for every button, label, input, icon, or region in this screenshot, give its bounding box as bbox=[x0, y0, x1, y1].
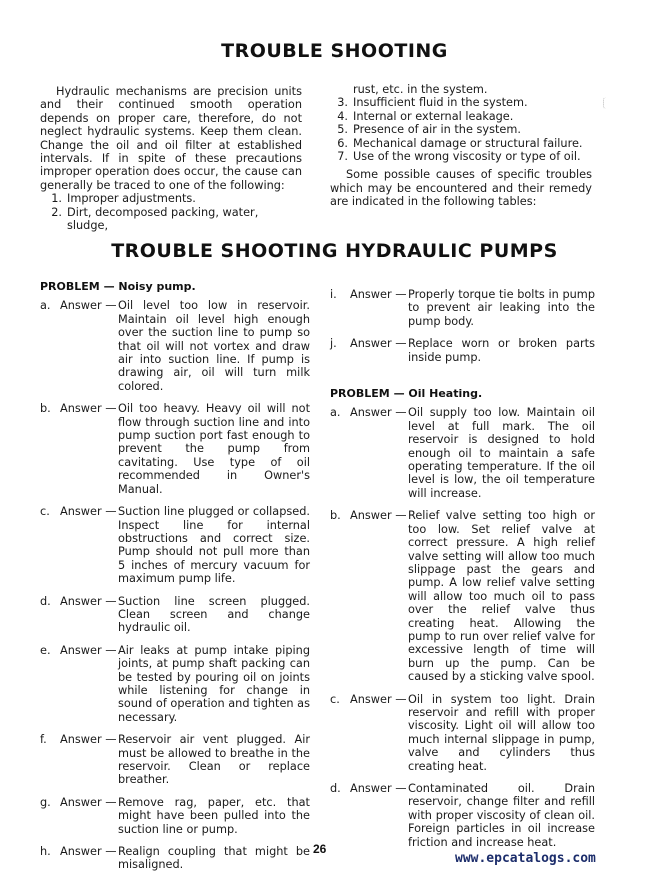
cause-text: Dirt, decomposed packing, water, sludge, bbox=[67, 205, 259, 233]
answer-text: Relief valve setting too high or too low. Set relief valve at correct pressure. A high relief valve setting will allow too much slippage past the gears and pump. A low relief valve setting will allow too much oil to pass over the relief valve thus creating heat. Allowing the pump to run over relief valve for excessive length of time will burn up the pump. Can be caused by a sticking valve spool. bbox=[408, 509, 595, 684]
watermark-link[interactable]: www.epcatalogs.com bbox=[455, 851, 596, 866]
answer-label: Answer — bbox=[350, 288, 407, 301]
answer-text: Oil in system too light. Drain reservoir and refill with proper viscosity. Light oil will allow too much internal slippage in pump, valve and cylinders thus creating heat. bbox=[408, 692, 595, 773]
answer-text: Oil level too low in reservoir. Maintain oil level high enough over the suction line to pump so that oil will not vortex and draw air into suction line. If pump is drawing air, oil will turn milk colored. bbox=[118, 299, 310, 393]
answer-item bbox=[330, 337, 595, 364]
answer-letter: j. bbox=[330, 337, 337, 351]
cause-number bbox=[332, 83, 348, 96]
problem-heading-noisy-pump: PROBLEM — Noisy pump. bbox=[40, 280, 196, 293]
answer-label: Answer — bbox=[350, 337, 407, 351]
answer-item bbox=[330, 288, 595, 328]
cause-number: 1. bbox=[51, 192, 62, 206]
cause-number: 3. bbox=[337, 96, 348, 110]
cause-text: Insufficient fluid in the system. bbox=[353, 96, 528, 110]
main-left-column bbox=[40, 280, 310, 881]
answer-letter: a. bbox=[330, 406, 341, 420]
answer-letter: e. bbox=[40, 643, 51, 657]
intro-paragraph: Hydraulic mechanisms are precision units and their continued smooth operation depends on proper care, therefore, do not neglect hydraulic systems. Keep them clean. Change the oil and oil filter at established intervals. If in spite of these precautions improper operation does occur, the cause can generally be traced to one of the following: bbox=[40, 85, 302, 192]
cause-number: 7. bbox=[337, 150, 348, 164]
answer-label: Answer — bbox=[350, 406, 407, 420]
answer-text: Contaminated oil. Drain reservoir, change filter and refill with proper viscosity of clean oil. Foreign particles in oil increase friction and increase heat. bbox=[408, 782, 595, 849]
section-title: TROUBLE SHOOTING HYDRAULIC PUMPS bbox=[111, 240, 558, 262]
answer-letter: h. bbox=[40, 845, 51, 859]
answer-label: Answer — bbox=[60, 299, 117, 313]
cause-text: rust, etc. in the system. bbox=[353, 83, 488, 96]
answer-label: Answer — bbox=[60, 733, 117, 747]
answer-item bbox=[40, 299, 310, 393]
answer-label: Answer — bbox=[350, 782, 407, 795]
answer-letter: i. bbox=[330, 288, 337, 301]
answer-letter: a. bbox=[40, 299, 51, 313]
answer-item bbox=[40, 796, 310, 836]
answer-letter: b. bbox=[330, 509, 341, 523]
answer-letter: c. bbox=[40, 505, 50, 519]
answer-letter: d. bbox=[330, 782, 341, 795]
answer-label: Answer — bbox=[60, 594, 117, 608]
tables-intro-paragraph: Some possible causes of specific troubles which may be encountered and their remedy are indicated in the following tables: bbox=[330, 168, 592, 209]
cause-number: 5. bbox=[337, 123, 348, 137]
cause-item bbox=[332, 123, 592, 136]
cause-item bbox=[332, 150, 592, 163]
answer-text: Reservoir air vent plugged. Air must be allowed to breathe in the reservoir. Clean or replace breather. bbox=[118, 733, 310, 787]
answer-item bbox=[40, 402, 310, 496]
answer-text: Remove rag, paper, etc. that might have been pulled into the suction line or pump. bbox=[118, 795, 310, 836]
answer-letter: b. bbox=[40, 402, 51, 416]
answer-item bbox=[330, 509, 595, 683]
answer-item bbox=[40, 505, 310, 585]
spacer bbox=[330, 373, 595, 387]
answer-letter: f. bbox=[40, 733, 47, 747]
cause-text: Improper adjustments. bbox=[67, 192, 196, 206]
answer-letter: d. bbox=[40, 594, 51, 608]
answer-text: Oil supply too low. Maintain oil level at full mark. The oil reservoir is designed to hold enough oil to maintain a safe operating temperature. If the oil level is low, the oil temperature will increase. bbox=[408, 406, 595, 500]
cause-item bbox=[332, 137, 592, 150]
cause-item bbox=[46, 192, 302, 205]
answer-text: Suction line screen plugged. Clean screen and change hydraulic oil. bbox=[118, 594, 310, 635]
scan-artifact bbox=[603, 97, 607, 109]
cause-number: 2. bbox=[51, 205, 62, 219]
answer-letter: c. bbox=[330, 692, 340, 706]
answer-label: Answer — bbox=[60, 845, 117, 859]
main-right-column bbox=[330, 288, 595, 858]
answer-item bbox=[40, 644, 310, 724]
cause-text: Internal or external leakage. bbox=[353, 109, 514, 123]
answer-text: Oil too heavy. Heavy oil will not flow through suction line and into pump suction port fast enough to prevent the pump from cavitating. Use type of oil recommended in Owner's Manual. bbox=[118, 402, 310, 496]
answer-text: Suction line plugged or collapsed. Inspect line for internal obstructions and correct size. Pump should not pull more than 5 inches of mercury vacuum for maximum pump life. bbox=[118, 505, 310, 586]
answer-item bbox=[40, 733, 310, 787]
page-title: TROUBLE SHOOTING bbox=[221, 40, 448, 62]
answer-text: Replace worn or broken parts inside pump. bbox=[408, 337, 595, 364]
answer-label: Answer — bbox=[350, 509, 407, 523]
cause-number: 6. bbox=[337, 136, 348, 150]
problem-heading-oil-heating: PROBLEM — Oil Heating. bbox=[330, 387, 483, 401]
answer-label: Answer — bbox=[60, 643, 117, 657]
cause-text: Use of the wrong viscosity or type of oil. bbox=[353, 150, 581, 164]
answer-label: Answer — bbox=[350, 692, 407, 706]
answer-letter: g. bbox=[40, 795, 51, 809]
answer-item bbox=[40, 845, 310, 872]
answer-item bbox=[330, 782, 595, 849]
answer-item bbox=[330, 406, 595, 500]
answer-text: Air leaks at pump intake piping joints, at pump shaft packing can be tested by pouring oil on joints while listening for change in sound of operation and tighten as necessary. bbox=[118, 643, 310, 724]
page-number: 26 bbox=[313, 842, 327, 856]
cause-item bbox=[46, 206, 302, 233]
cause-item bbox=[332, 96, 592, 109]
cause-item-continuation bbox=[332, 83, 592, 96]
answer-label: Answer — bbox=[60, 402, 117, 416]
cause-number: 4. bbox=[337, 109, 348, 123]
causes-list bbox=[46, 192, 302, 232]
answer-label: Answer — bbox=[60, 505, 117, 519]
answer-label: Answer — bbox=[60, 795, 117, 809]
cause-text: Mechanical damage or structural failure. bbox=[353, 136, 583, 150]
answer-item bbox=[40, 595, 310, 635]
answer-text: Realign coupling that might be misaligned. bbox=[118, 845, 310, 872]
cause-item bbox=[332, 110, 592, 123]
answer-text: Properly torque tie bolts in pump to prevent air leaking into the pump body. bbox=[408, 288, 595, 328]
intro-left-column bbox=[40, 85, 302, 232]
intro-right-column bbox=[330, 83, 592, 209]
answer-item bbox=[330, 693, 595, 773]
causes-list-continued bbox=[332, 83, 592, 163]
cause-text: Presence of air in the system. bbox=[353, 123, 521, 137]
